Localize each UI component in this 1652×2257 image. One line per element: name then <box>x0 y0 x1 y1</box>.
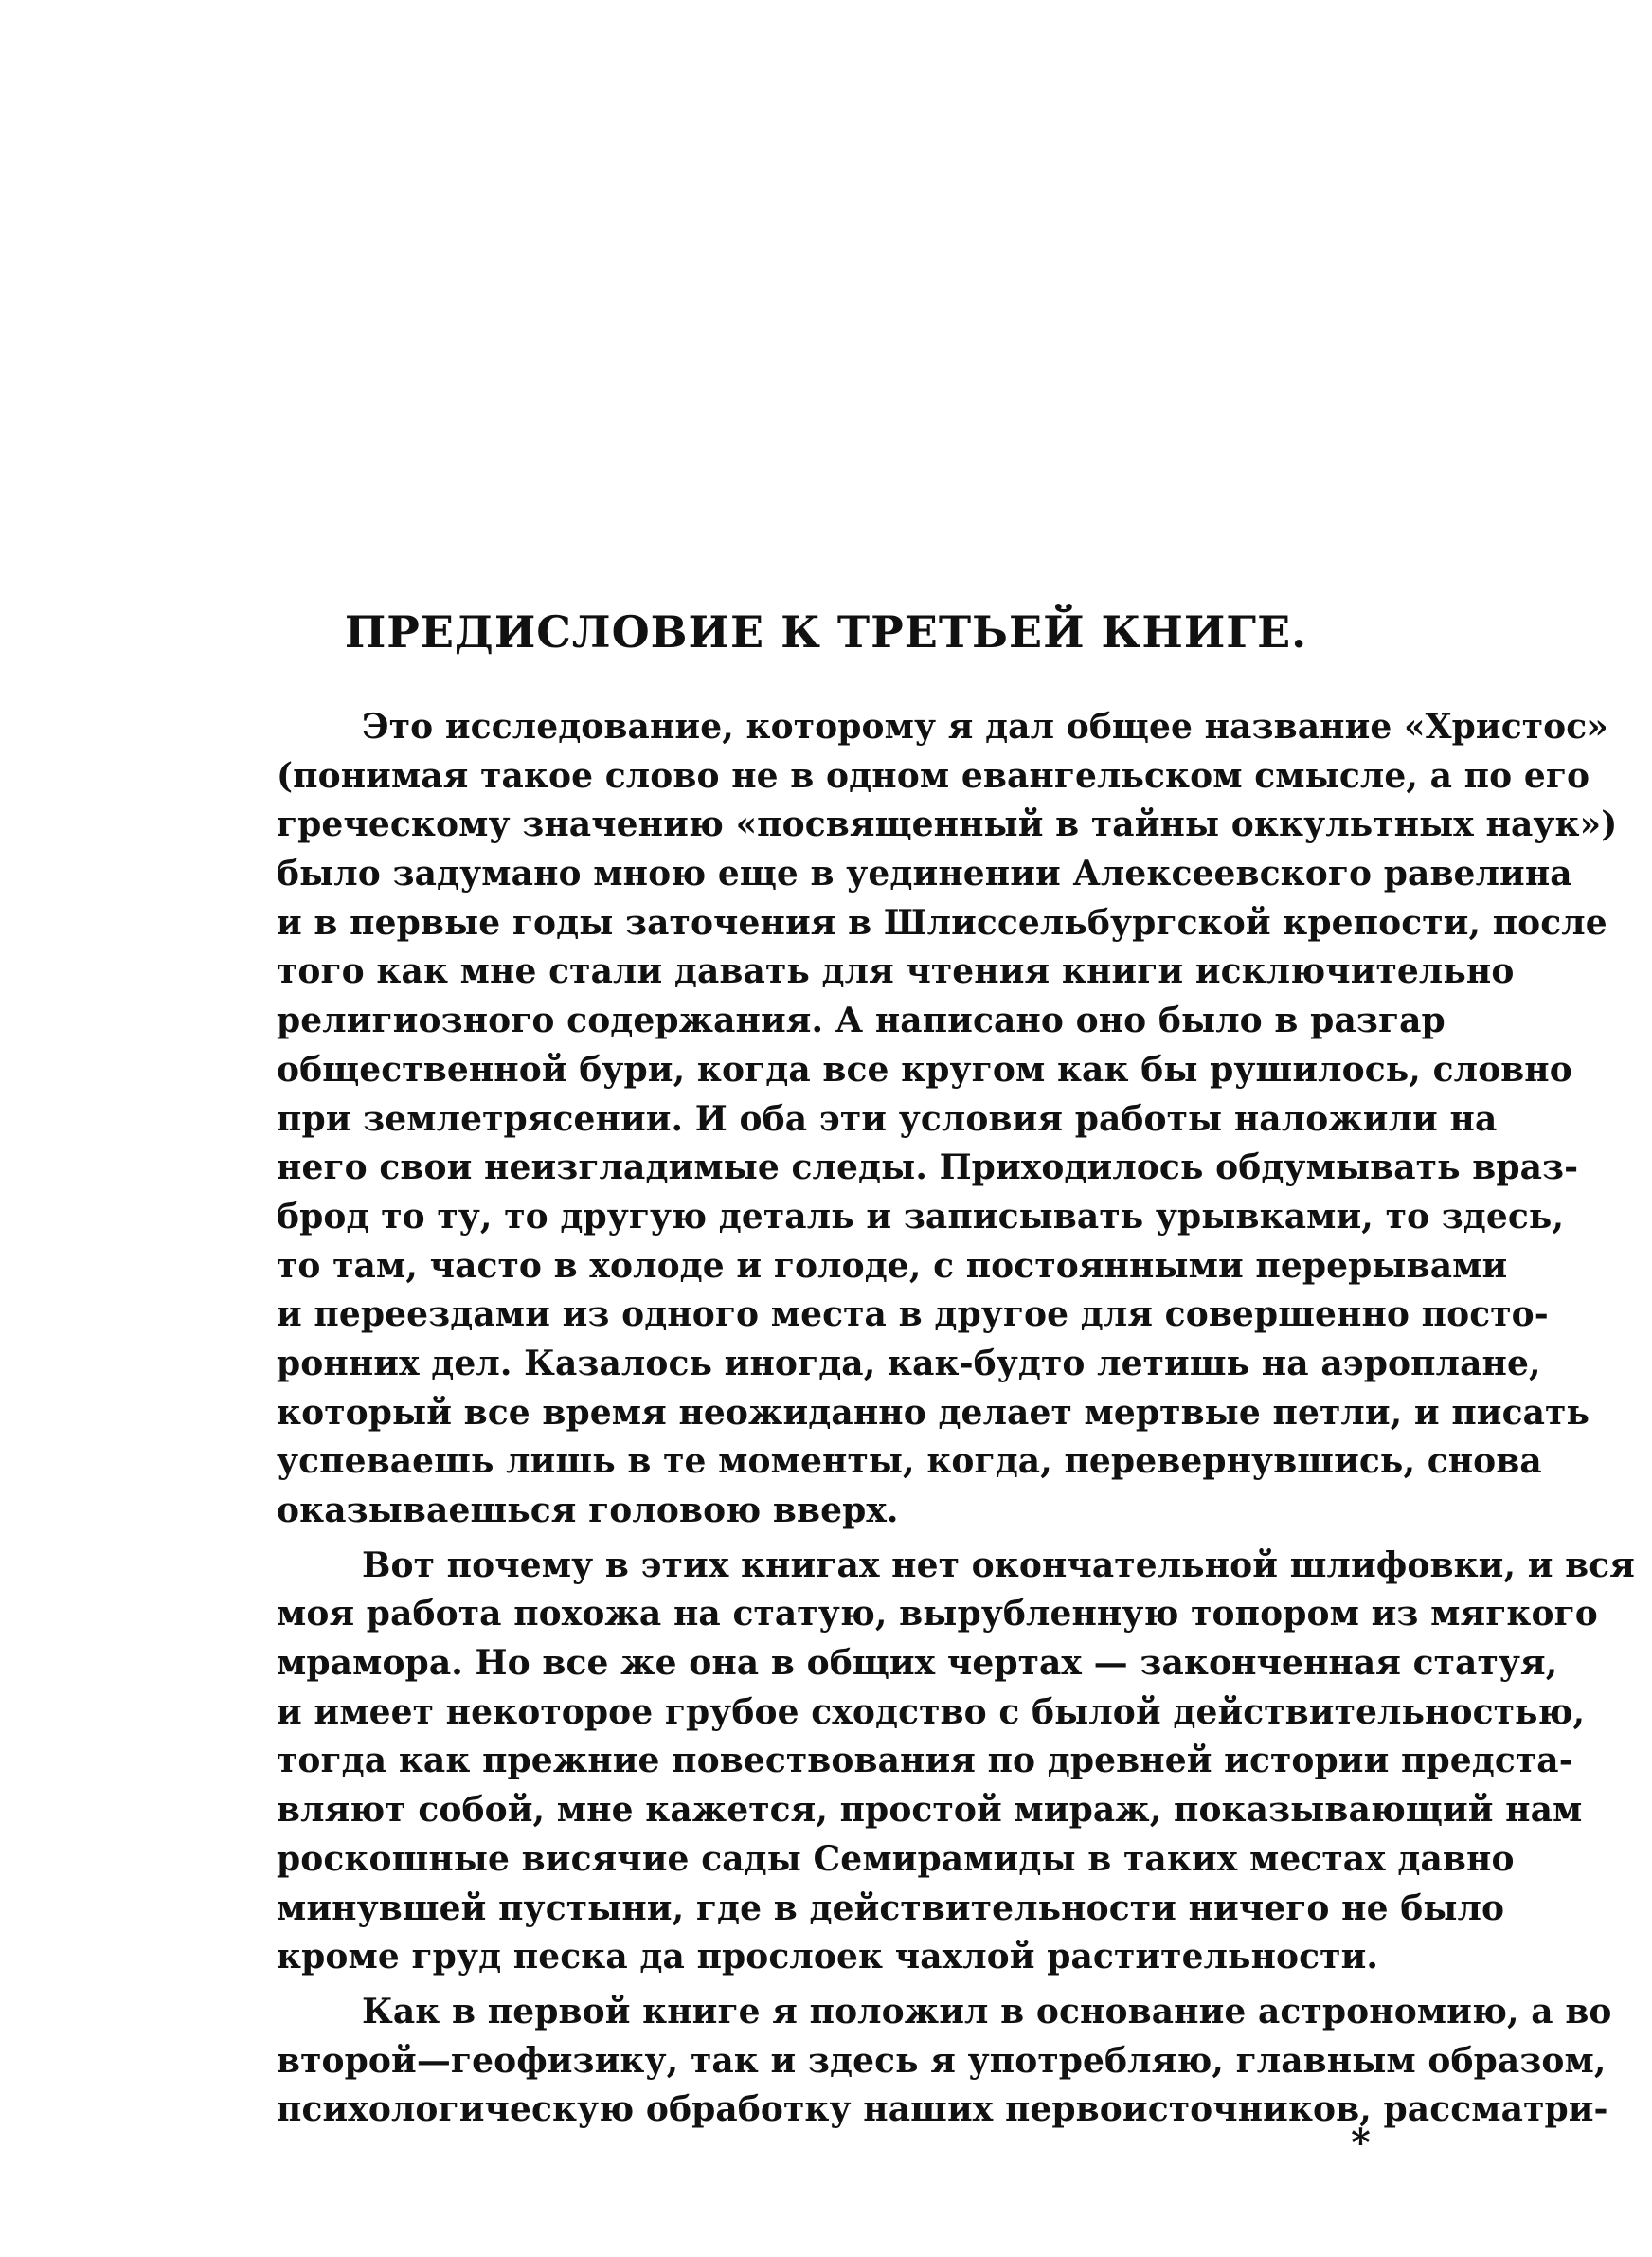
text-line: (понимая такое слово не в одном евангельском смысле, а по его <box>277 755 1590 796</box>
text-line: который все время неожиданно делает мертвые петли, и писать <box>277 1392 1589 1433</box>
text-line: ронних дел. Казалось иногда, как-будто летишь на аэроплане, <box>277 1343 1541 1383</box>
text-line: Как в первой книге я положил в основание астрономию, а во <box>362 1991 1612 2031</box>
text-line: греческому значению «посвященный в тайны оккультных наук») <box>277 804 1618 845</box>
text-line: мрамора. Но все же она в общих чертах — законченная статуя, <box>277 1643 1558 1684</box>
text-line: и в первые годы заточения в Шлиссельбургской крепости, после <box>277 902 1607 943</box>
text-line: религиозного содержания. А написано оно было в разгар <box>277 1001 1446 1041</box>
text-line: оказываешься головою вверх. <box>277 1490 899 1530</box>
body-text <box>277 703 1636 2135</box>
text-line: психологическую обработку наших первоисточников, рассматри- <box>277 2089 1608 2130</box>
text-line: брод то ту, то другую деталь и записывать урывками, то здесь, <box>277 1196 1565 1237</box>
text-line: минувшей пустыни, где в действительности ничего не было <box>277 1887 1505 1928</box>
text-line: Это исследование, которому я дал общее название «Христос» <box>362 707 1608 747</box>
paragraph <box>277 1542 1636 1982</box>
signature-mark: * <box>1351 2121 1371 2165</box>
text-line: роскошные висячие сады Семирамиды в таких местах давно <box>277 1838 1515 1879</box>
text-line: общественной бури, когда все кругом как бы рушилось, словно <box>277 1049 1572 1090</box>
text-line: кроме груд песка да прослоек чахлой растительности. <box>277 1937 1379 1977</box>
paragraph <box>277 1988 1612 2135</box>
text-line: тогда как прежние повествования по древней истории предста- <box>277 1741 1573 1781</box>
text-line: было задумано мною еще в уединении Алексеевского равелина <box>277 854 1572 894</box>
text-line: и имеет некоторое грубое сходство с былой действительностью, <box>277 1691 1586 1732</box>
paragraph <box>277 703 1618 1536</box>
text-line: второй—геофизику, так и здесь я употребляю, главным образом, <box>277 2040 1607 2081</box>
text-line: успеваешь лишь в те моменты, когда, перевернувшись, снова <box>277 1441 1542 1482</box>
page-title: ПРЕДИСЛОВИЕ К ТРЕТЬЕЙ КНИГЕ. <box>344 606 1308 658</box>
text-line: вляют собой, мне кажется, простой мираж, показывающий нам <box>277 1790 1583 1831</box>
text-line: Вот почему в этих книгах нет окончательной шлифовки, и вся <box>362 1544 1636 1585</box>
text-line: при землетрясении. И оба эти условия работы наложили на <box>277 1098 1498 1139</box>
text-line: моя работа похожа на статую, вырубленную топором из мягкого <box>277 1594 1598 1634</box>
text-line: то там, часто в холоде и голоде, с постоянными перерывами <box>277 1245 1508 1286</box>
text-line: и переездами из одного места в другое для совершенно посто- <box>277 1294 1549 1335</box>
text-line: того как мне стали давать для чтения книги исключительно <box>277 951 1515 992</box>
text-line: него свои неизгладимые следы. Приходилось обдумывать враз- <box>277 1147 1579 1188</box>
